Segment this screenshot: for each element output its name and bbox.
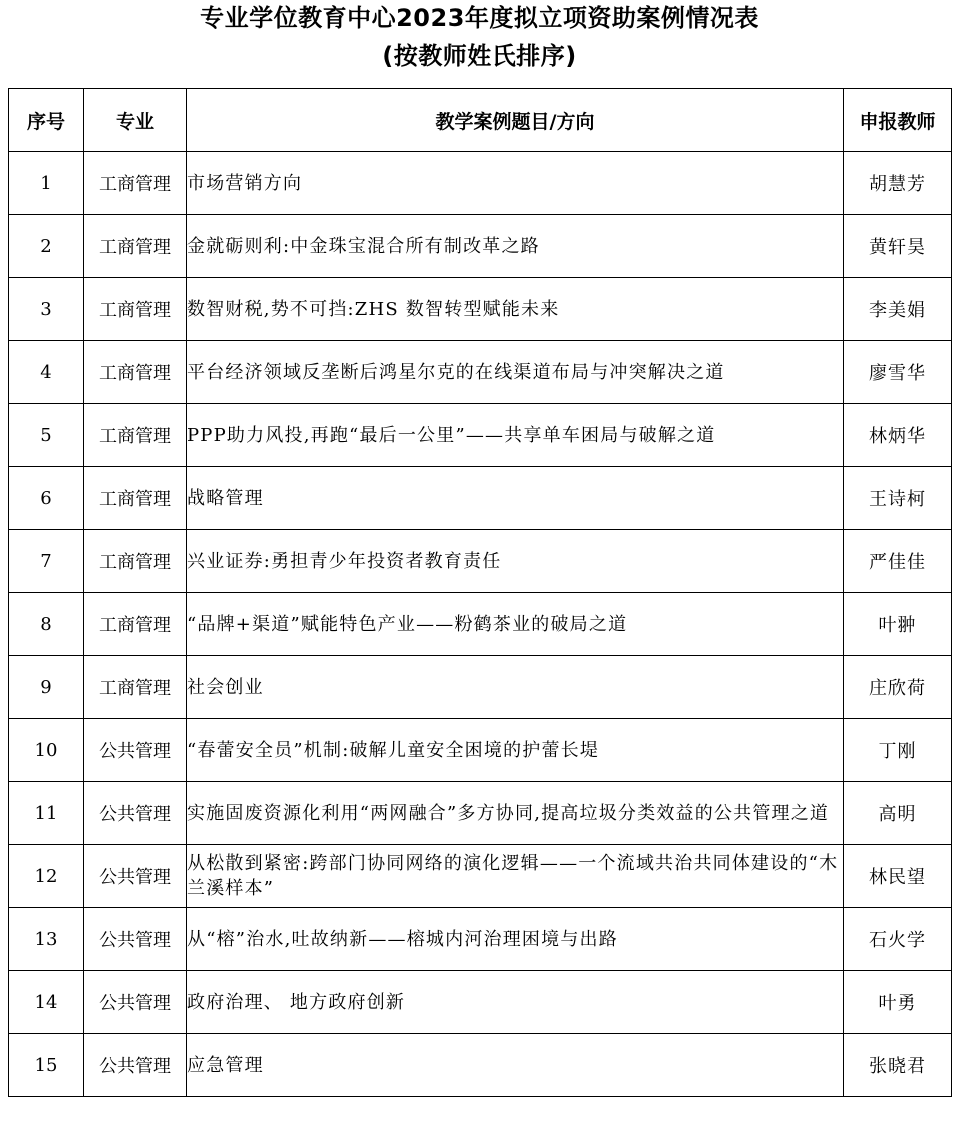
header-topic: 教学案例题目/方向 <box>187 89 844 152</box>
row-major: 工商管理 <box>84 530 187 593</box>
row-teacher: 廖雪华 <box>844 341 952 404</box>
row-teacher: 高明 <box>844 782 952 845</box>
row-topic: 数智财税,势不可挡:ZHS 数智转型赋能未来 <box>187 278 844 341</box>
table-row <box>9 656 952 719</box>
row-index: 8 <box>9 593 84 656</box>
table-row <box>9 215 952 278</box>
row-major: 公共管理 <box>84 782 187 845</box>
row-topic: 从松散到紧密:跨部门协同网络的演化逻辑——一个流域共治共同体建设的“木兰溪样本” <box>187 845 844 908</box>
table-row <box>9 278 952 341</box>
row-teacher: 林民望 <box>844 845 952 908</box>
row-topic: 政府治理、 地方政府创新 <box>187 971 844 1034</box>
row-topic: 从“榕”治水,吐故纳新——榕城内河治理困境与出路 <box>187 908 844 971</box>
row-index: 5 <box>9 404 84 467</box>
row-index: 13 <box>9 908 84 971</box>
table-row <box>9 845 952 908</box>
row-major: 公共管理 <box>84 908 187 971</box>
row-index: 1 <box>9 152 84 215</box>
row-major: 公共管理 <box>84 719 187 782</box>
row-major: 工商管理 <box>84 404 187 467</box>
row-index: 12 <box>9 845 84 908</box>
row-topic: “春蕾安全员”机制:破解儿童安全困境的护蕾长堤 <box>187 719 844 782</box>
table-row <box>9 1034 952 1097</box>
table-header-row <box>9 89 952 152</box>
row-topic: 社会创业 <box>187 656 844 719</box>
row-teacher: 胡慧芳 <box>844 152 952 215</box>
table-row <box>9 719 952 782</box>
row-major: 工商管理 <box>84 467 187 530</box>
table-row <box>9 593 952 656</box>
row-topic: 市场营销方向 <box>187 152 844 215</box>
row-index: 2 <box>9 215 84 278</box>
row-index: 14 <box>9 971 84 1034</box>
row-index: 15 <box>9 1034 84 1097</box>
table-row <box>9 971 952 1034</box>
row-major: 工商管理 <box>84 656 187 719</box>
header-major: 专业 <box>84 89 187 152</box>
table-row <box>9 152 952 215</box>
row-index: 10 <box>9 719 84 782</box>
row-teacher: 黄轩昊 <box>844 215 952 278</box>
row-teacher: 石火学 <box>844 908 952 971</box>
row-index: 11 <box>9 782 84 845</box>
row-teacher: 叶翀 <box>844 593 952 656</box>
table-row <box>9 341 952 404</box>
header-teacher: 申报教师 <box>844 89 952 152</box>
row-teacher: 严佳佳 <box>844 530 952 593</box>
table-row <box>9 782 952 845</box>
row-major: 工商管理 <box>84 278 187 341</box>
row-topic: 战略管理 <box>187 467 844 530</box>
row-index: 7 <box>9 530 84 593</box>
row-teacher: 丁刚 <box>844 719 952 782</box>
case-table <box>8 88 952 1097</box>
row-topic: 平台经济领域反垄断后鸿星尔克的在线渠道布局与冲突解决之道 <box>187 341 844 404</box>
row-teacher: 叶勇 <box>844 971 952 1034</box>
row-major: 工商管理 <box>84 215 187 278</box>
row-major: 公共管理 <box>84 971 187 1034</box>
row-major: 工商管理 <box>84 593 187 656</box>
row-topic: 应急管理 <box>187 1034 844 1097</box>
row-teacher: 王诗柯 <box>844 467 952 530</box>
header-index: 序号 <box>9 89 84 152</box>
row-major: 公共管理 <box>84 845 187 908</box>
table-row <box>9 530 952 593</box>
row-index: 6 <box>9 467 84 530</box>
table-row <box>9 467 952 530</box>
row-teacher: 庄欣荷 <box>844 656 952 719</box>
row-index: 4 <box>9 341 84 404</box>
document-subtitle: (按教师姓氏排序) <box>382 42 577 70</box>
row-index: 9 <box>9 656 84 719</box>
row-topic: PPP助力风投,再跑“最后一公里”——共享单车困局与破解之道 <box>187 404 844 467</box>
row-teacher: 林炳华 <box>844 404 952 467</box>
row-index: 3 <box>9 278 84 341</box>
row-topic: “品牌+渠道”赋能特色产业——粉鹤茶业的破局之道 <box>187 593 844 656</box>
row-teacher: 张晓君 <box>844 1034 952 1097</box>
row-teacher: 李美娟 <box>844 278 952 341</box>
row-major: 工商管理 <box>84 152 187 215</box>
document-title: 专业学位教育中心2023年度拟立项资助案例情况表 <box>200 4 759 32</box>
row-topic: 金就砺则利:中金珠宝混合所有制改革之路 <box>187 215 844 278</box>
row-major: 工商管理 <box>84 341 187 404</box>
table-row <box>9 404 952 467</box>
row-topic: 兴业证券:勇担青少年投资者教育责任 <box>187 530 844 593</box>
row-major: 公共管理 <box>84 1034 187 1097</box>
row-topic: 实施固废资源化利用“两网融合”多方协同,提高垃圾分类效益的公共管理之道 <box>187 782 844 845</box>
table-row <box>9 908 952 971</box>
